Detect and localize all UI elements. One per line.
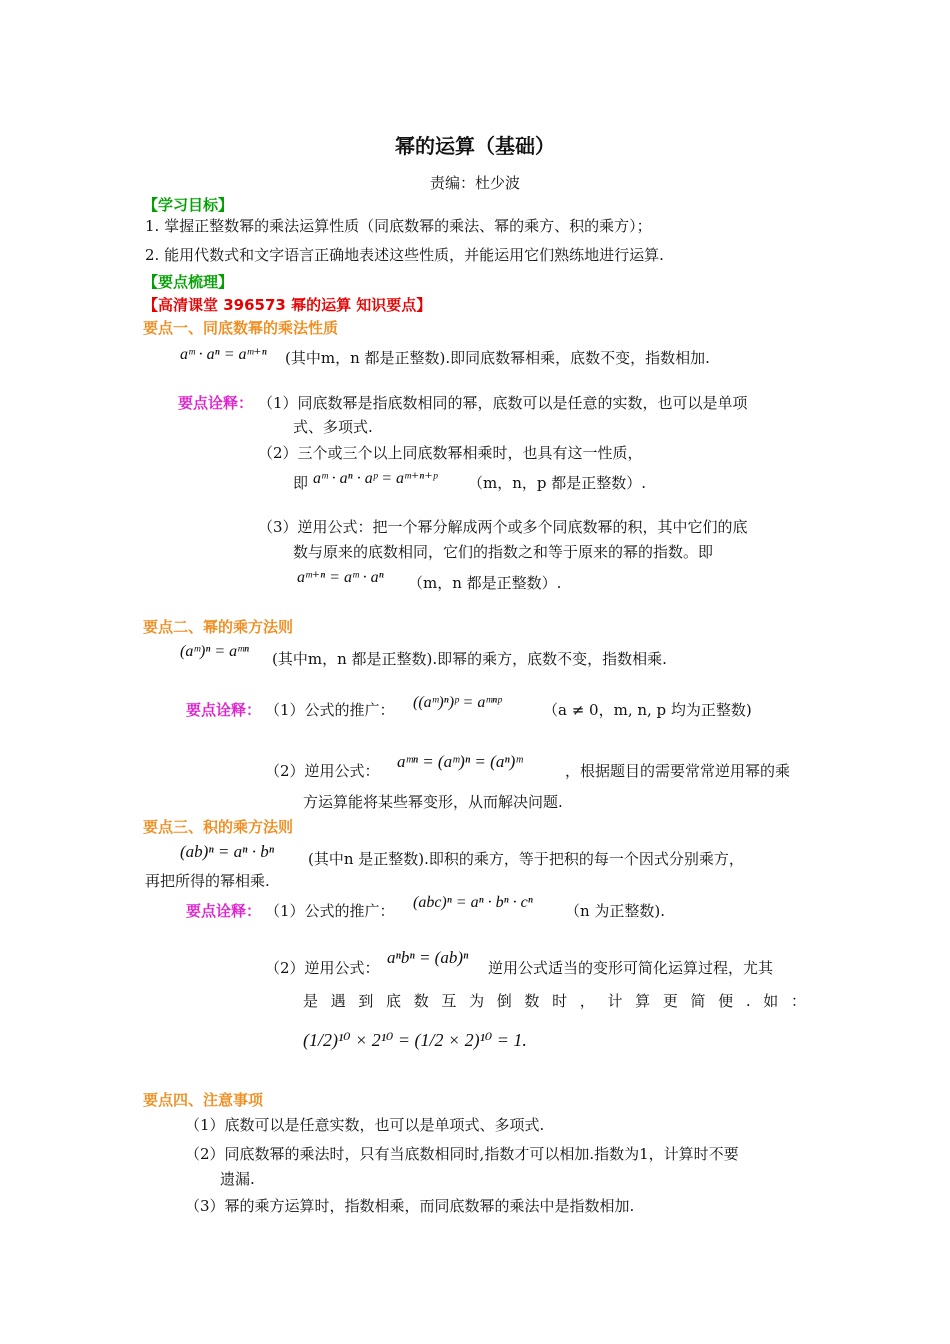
- point3-note-label: 要点诠释：: [186, 902, 262, 920]
- goals-header: 【学习目标】: [143, 196, 234, 214]
- point4-heading: 要点四、注意事项: [143, 1091, 264, 1109]
- point4-item-2a: （2）同底数幂的乘法时，只有当底数相同时,指数才可以相加.指数为1，计算时不要: [185, 1145, 739, 1163]
- hd-classroom-header: 【高清课堂 396573 幂的运算 知识要点】: [143, 296, 432, 314]
- point2-note-2-prefix: （2）逆用公式：: [265, 762, 380, 780]
- point4-item-1: （1）底数可以是任意实数，也可以是单项式、多项式.: [185, 1116, 545, 1134]
- point3-note-1-prefix: （1）公式的推广：: [265, 902, 395, 920]
- point2-note-2-suffix: ，根据题目的需要常常逆用幂的乘: [565, 762, 791, 780]
- point1-note-1b: 式、多项式.: [293, 418, 373, 436]
- point1-note-2-formula: aᵐ · aⁿ · aᵖ = aᵐ⁺ⁿ⁺ᵖ: [313, 470, 438, 487]
- editor-line: 责编：杜少波: [429, 174, 520, 192]
- point2-note-2-formula: aᵐⁿ = (aᵐ)ⁿ = (aⁿ)ᵐ: [397, 752, 523, 771]
- point3-note-1-formula: (abc)ⁿ = aⁿ · bⁿ · cⁿ: [413, 894, 533, 911]
- point1-note-3-suffix: （m，n 都是正整数）.: [408, 574, 562, 592]
- point2-formula: (aᵐ)ⁿ = aᵐⁿ: [180, 643, 249, 660]
- point2-formula-text: (其中m，n 都是正整数).即幂的乘方，底数不变，指数相乘.: [272, 650, 667, 668]
- points-header: 【要点梳理】: [143, 273, 234, 291]
- point1-note-3-formula: aᵐ⁺ⁿ = aᵐ · aⁿ: [297, 569, 384, 586]
- point2-note-1-suffix: （a ≠ 0，m, n, p 均为正整数): [543, 701, 752, 719]
- point1-note-3a: （3）逆用公式：把一个幂分解成两个或多个同底数幂的积，其中它们的底: [258, 518, 748, 536]
- point1-note-1a: （1）同底数幂是指底数相同的幂，底数可以是任意的实数，也可以是单项: [258, 394, 748, 412]
- point2-heading: 要点二、幂的乘方法则: [143, 618, 294, 636]
- point4-item-2b: 遗漏.: [220, 1170, 255, 1188]
- goal-item-1: 1. 掌握正整数幂的乘法运算性质（同底数幂的乘法、幂的乘方、积的乘方）；: [145, 217, 652, 235]
- point1-formula: aᵐ · aⁿ = aᵐ⁺ⁿ: [180, 346, 267, 363]
- point2-note-1-formula: ((aᵐ)ⁿ)ᵖ = aᵐⁿᵖ: [413, 694, 502, 711]
- point3-note-2-formula: aⁿbⁿ = (ab)ⁿ: [387, 948, 469, 967]
- point2-note-label: 要点诠释：: [186, 701, 262, 719]
- point4-item-3: （3）幂的乘方运算时，指数相乘，而同底数幂的乘法中是指数相加.: [185, 1197, 635, 1215]
- point3-note-1-suffix: （n 为正整数).: [565, 902, 666, 920]
- point3-formula-text: (其中n 是正整数).即积的乘方，等于把积的每一个因式分别乘方，: [308, 850, 744, 868]
- point3-formula: (ab)ⁿ = aⁿ · bⁿ: [180, 842, 275, 861]
- point3-formula-text-2: 再把所得的幂相乘.: [145, 872, 270, 890]
- point1-note-label: 要点诠释：: [178, 394, 254, 412]
- page-title: 幂的运算（基础）: [395, 134, 555, 158]
- point1-note-2-prefix: 即: [293, 474, 309, 492]
- point1-note-2: （2）三个或三个以上同底数幂相乘时，也具有这一性质，: [258, 444, 643, 462]
- point3-note-2-prefix: （2）逆用公式：: [265, 959, 380, 977]
- point1-heading: 要点一、同底数幂的乘法性质: [143, 319, 339, 337]
- point3-note-2-suffix: 逆用公式适当的变形可简化运算过程，尤其: [488, 959, 774, 977]
- point1-formula-text: (其中m，n 都是正整数).即同底数幂相乘，底数不变，指数相加.: [285, 349, 710, 367]
- point3-example: (1/2)¹⁰ × 2¹⁰ = (1/2 × 2)¹⁰ = 1.: [303, 1030, 527, 1050]
- point1-note-2-suffix: （m，n，p 都是正整数）.: [468, 474, 647, 492]
- point2-note-2b: 方运算能将某些幂变形，从而解决问题.: [303, 793, 563, 811]
- point3-note-2b: 是遇到底数互为倒数时，计算更简便.如：: [303, 992, 806, 1010]
- point2-note-1-prefix: （1）公式的推广：: [265, 701, 395, 719]
- goal-item-2: 2. 能用代数式和文字语言正确地表述这些性质，并能运用它们熟练地进行运算.: [145, 246, 664, 264]
- point1-note-3b: 数与原来的底数相同，它们的指数之和等于原来的幂的指数。即: [293, 543, 714, 561]
- point3-heading: 要点三、积的乘方法则: [143, 818, 294, 836]
